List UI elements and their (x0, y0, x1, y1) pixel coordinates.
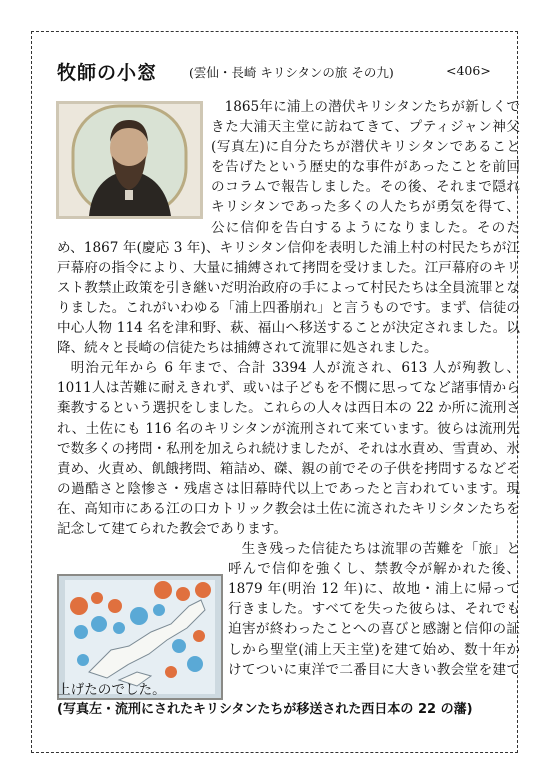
issue-number: <406> (446, 63, 491, 78)
page-subtitle: (雲仙・長崎 キリシタンの旅 その九) (189, 65, 394, 80)
paragraph-3: 生き残った信徒たちは流罪の苦難を「旅」と呼んで信仰を強くし、禁教令が解かれた後、1879 年(明治 12 年)に、故地・浦上に帰って行きました。すべてを失った彼らは、それでも迫害が終わったことへの喜びと感謝と信仰の証しから聖堂(浦上天主堂)を建て始め、数十年かけてついに東洋で二番目に大きい教会堂を建て上げたのでした。 (57, 541, 520, 698)
page-title: 牧師の小窓 (57, 62, 158, 84)
paragraph-2: 明治元年から 6 年まで、合計 3394 人が流され、613 人が殉教し、1011人は苦難に耐えきれず、或いは子どもを不憫に思ってなど諸事情から棄教するという選択をしました。これらの人々は西日本の 22 か所に流刑され、土佐にも 116 名のキリシタンが流刑されて来ています。彼らは流刑先で数多くの拷問・私刑を加えられ続けましたが、それは水責め、雪責め、氷責め、火責め、飢餓拷問、箱詰め、磔、親の前でその子供を拷問するなどその過酷さと陰惨さ・残虐さは旧幕時代以上であったと言われています。現在、高知市にある江の口カトリック教会は土佐に流されたキリシタンたちを記念して建てられた教会であります。 (57, 360, 520, 537)
photo-caption: (写真左・流刑にされたキリシタンたちが移送された西日本の 22 の藩) (57, 701, 473, 717)
article-body (57, 97, 520, 720)
paragraph-1: 1865年に浦上の潜伏キリシタンたちが新しくできた大浦天主堂に訪ねてきて、プティジャン神父(写真左)に自分たちが潜伏キリシタンであることを告げたという歴史的な事件があったことを前回のコラムで報告しました。その後、それまで隠れキリシタンであった多くの人たちが勇気を得て、公に信仰を告白するようになりました。そのため、1867 年(慶応 3 年)、キリシタン信仰を表明した浦上村の村民たちが江戸幕府の指令により、大量に捕縛されて拷問を受けました。江戸幕府のキリスト教禁止政策を引き継いだ明治政府の手によって村民たちは全員流罪となりました。これがいわゆる「浦上四番崩れ」と言うものです。まず、信徒の中心人物 114 名を津和野、萩、福山へ移送することが決定されました。以降、続々と長崎の信徒たちは捕縛されて流罪に処されました。 (57, 99, 520, 357)
